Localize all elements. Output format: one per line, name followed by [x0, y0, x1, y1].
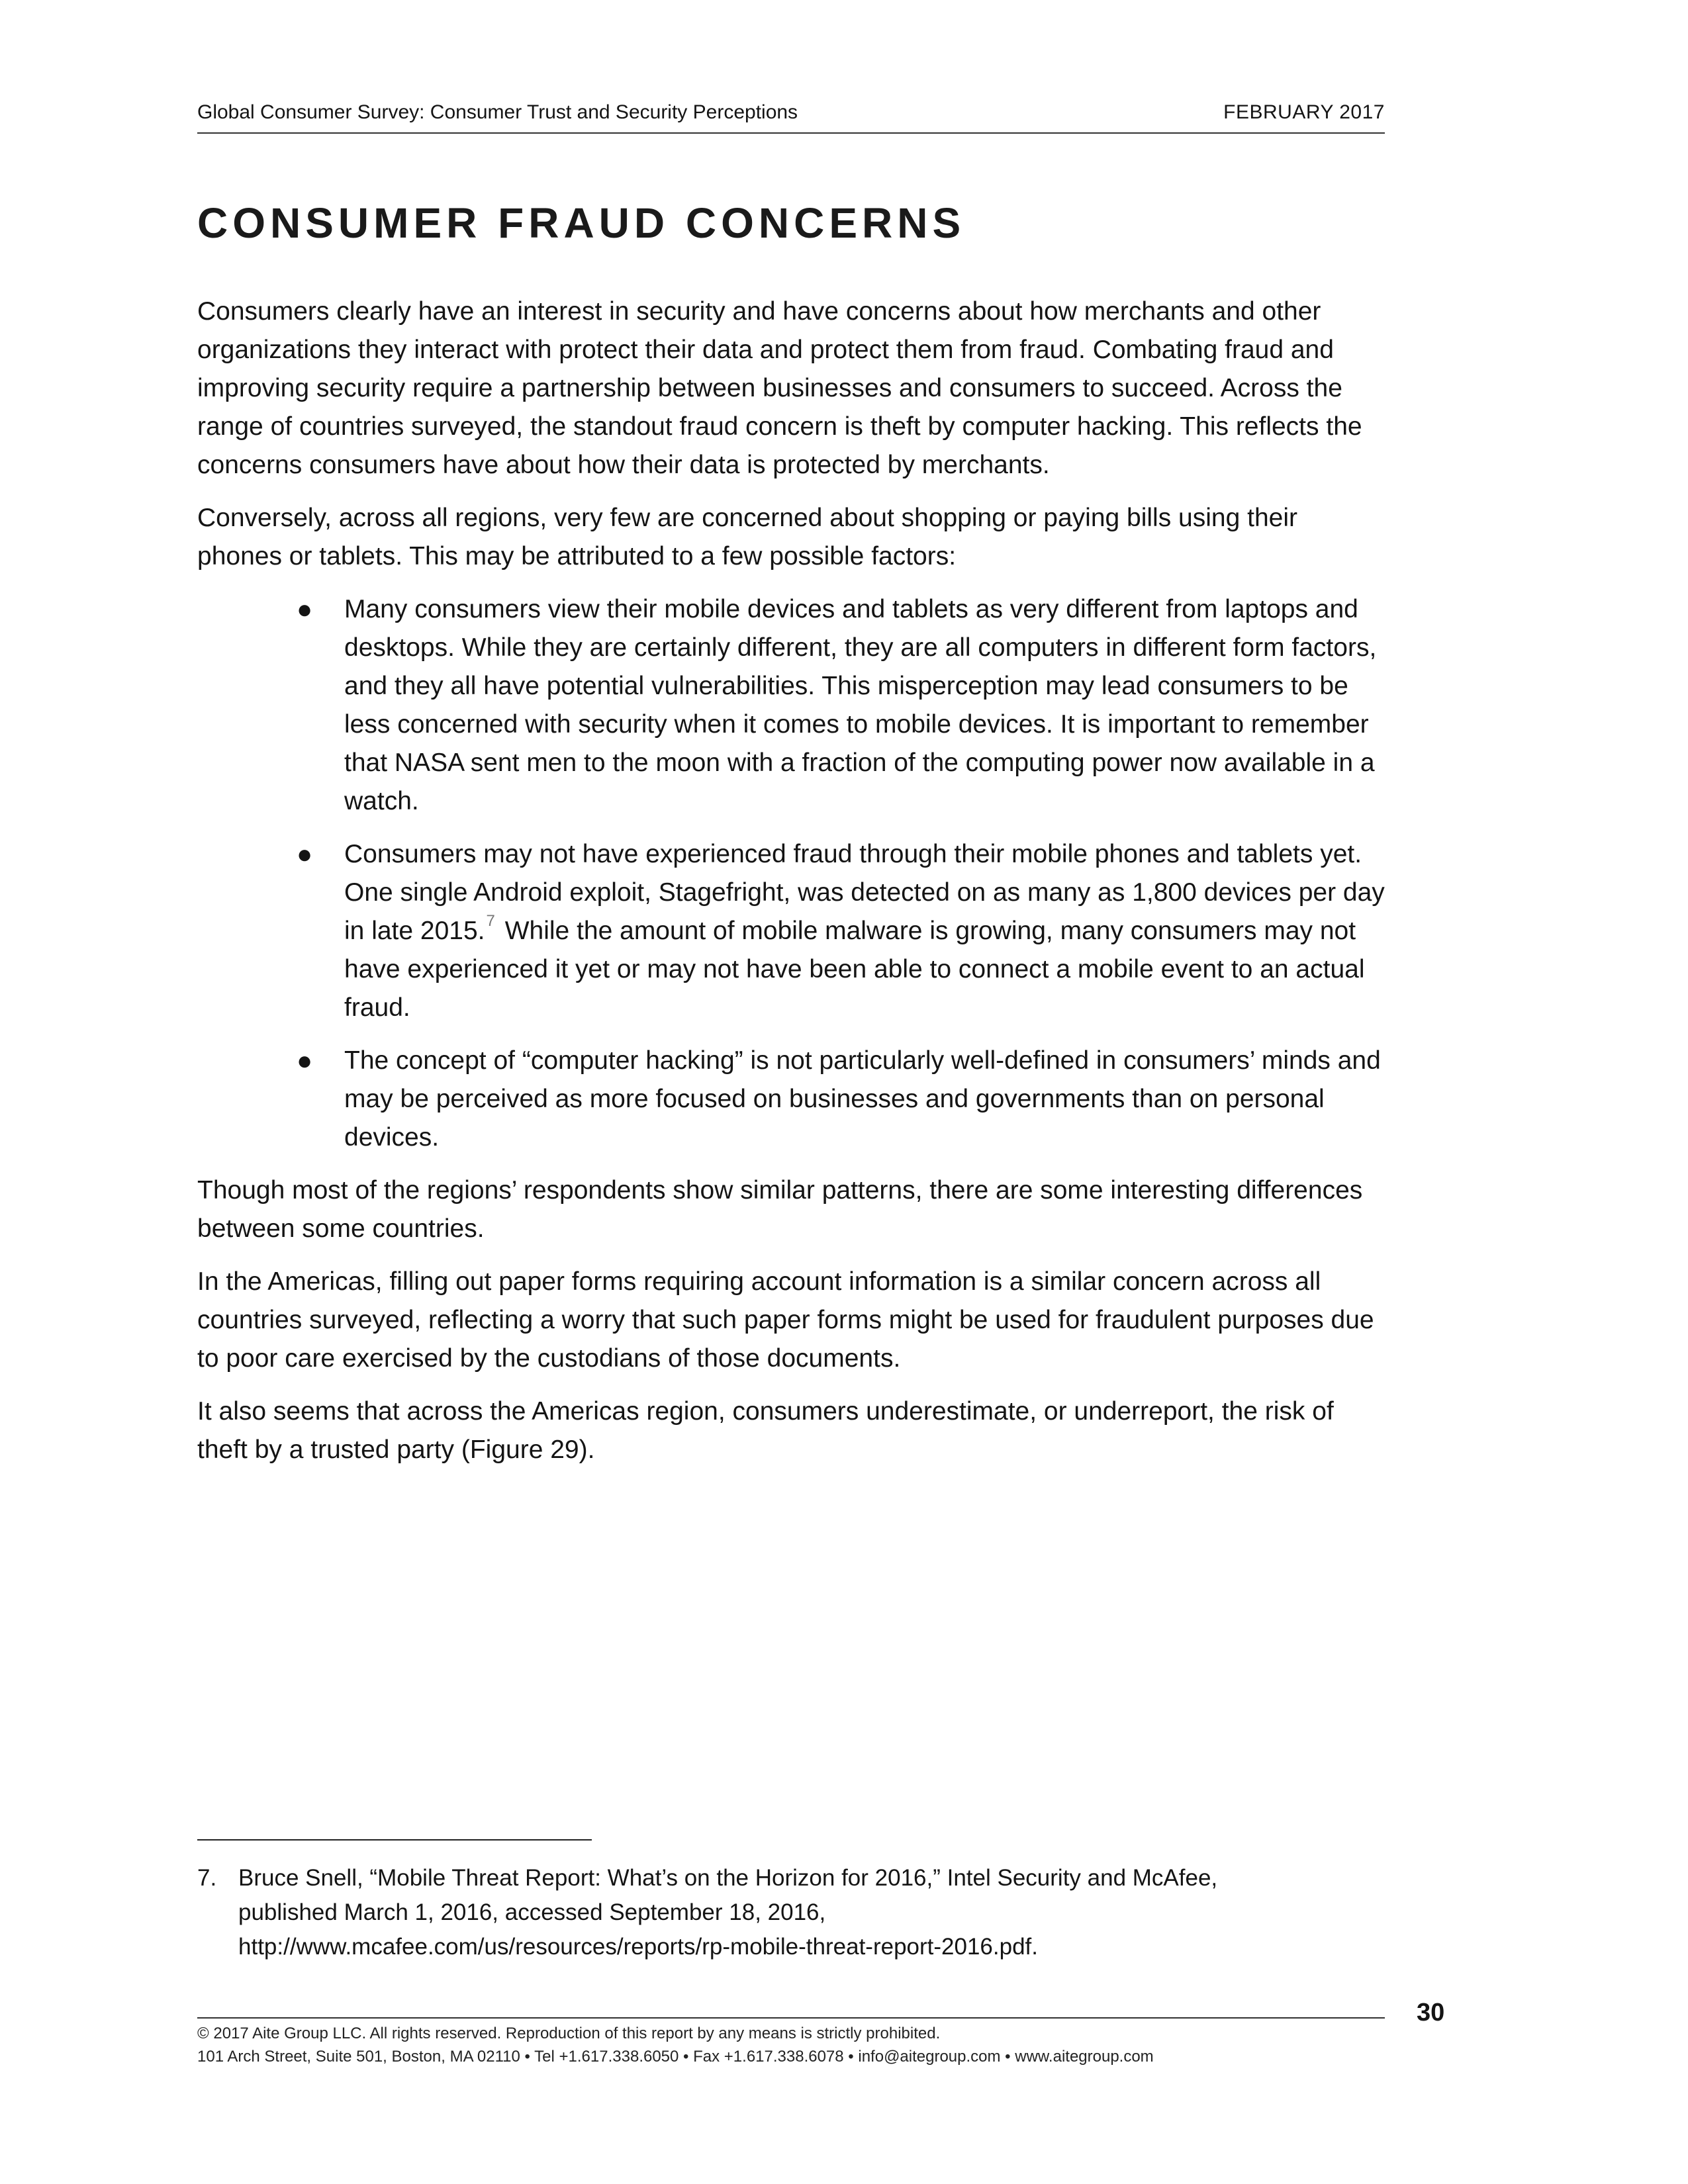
report-date: FEBRUARY 2017: [1223, 101, 1385, 123]
running-header: [197, 98, 1385, 134]
footnote-divider: [197, 1839, 592, 1841]
list-item: [197, 1042, 1389, 1157]
page-number: 30: [1417, 1999, 1445, 2026]
paragraph: It also seems that across the Americas region, consumers underestimate, or underreport, the risk of theft by a trusted party (Figure 29).: [197, 1397, 1334, 1464]
paragraph: Consumers clearly have an interest in security and have concerns about how merchants and other organizations they interact with protect their data and protect them from fraud. Combating fraud and improving security require a partnership between businesses and consumers to succeed. Across the range of countries surveyed, the standout fraud concern is theft by computer hacking. This reflects the concerns consumers have about how their data is protected by merchants.: [197, 297, 1362, 479]
section-title: CONSUMER FRAUD CONCERNS: [197, 199, 966, 247]
list-item-text: The concept of “computer hacking” is not particularly well-defined in consumers’ minds and may be perceived as more focused on businesses and governments than on personal devices.: [344, 1046, 1381, 1152]
list-item: [197, 835, 1389, 1027]
contact-info: 101 Arch Street, Suite 501, Boston, MA 02110 • Tel +1.617.338.6050 • Fax +1.617.338.6078 • info@aitegroup.com • www.aitegroup.com: [197, 2048, 1154, 2066]
footnote-ref[interactable]: 7: [486, 912, 495, 930]
list-item: [197, 590, 1389, 821]
copyright-notice: © 2017 Aite Group LLC. All rights reserved. Reproduction of this report by any means is strictly prohibited.: [197, 2025, 941, 2042]
bullet-icon: ●: [297, 840, 313, 869]
paragraph: In the Americas, filling out paper forms requiring account information is a similar concern across all countries surveyed, reflecting a worry that such paper forms might be used for fraudulent purposes due to poor care exercised by the custodians of those documents.: [197, 1267, 1374, 1373]
list-item-text: Many consumers view their mobile devices and tablets as very different from laptops and desktops. While they are certainly different, they are all computers in different form factors, and they all have potential vulnerabilities. This misperception may lead consumers to be less concerned with security when it comes to mobile devices. It is important to remember that NASA sent men to the moon with a fraction of the computing power now available in a watch.: [344, 595, 1377, 815]
paragraph: Though most of the regions’ respondents show similar patterns, there are some interesting differences between some countries.: [197, 1176, 1363, 1243]
paragraph: Conversely, across all regions, very few are concerned about shopping or paying bills using their phones or tablets. This may be attributed to a few possible factors:: [197, 504, 1297, 570]
footnote-line: published March 1, 2016, accessed September 18, 2016,: [238, 1899, 826, 1925]
bullet-icon: ●: [297, 1046, 313, 1075]
footnote-number: 7.: [197, 1865, 217, 1891]
footer-divider: [197, 2017, 1385, 2019]
body-text: [197, 293, 1389, 1484]
footnote: [197, 1861, 1362, 1964]
report-title: Global Consumer Survey: Consumer Trust and Security Perceptions: [197, 101, 798, 123]
footnote-url[interactable]: http://www.mcafee.com/us/resources/reports/rp-mobile-threat-report-2016.pdf.: [238, 1934, 1038, 1960]
factor-list: [197, 590, 1389, 1157]
footnote-line: Bruce Snell, “Mobile Threat Report: What’s on the Horizon for 2016,” Intel Security and McAfee,: [238, 1865, 1218, 1891]
bullet-icon: ●: [297, 595, 313, 624]
list-item-text: Consumers may not have experienced fraud through their mobile phones and tablets yet. One single Android exploit, Stagefright, was detected on as many as 1,800 devices per day in late 2015.: [344, 840, 1385, 945]
list-item-text: While the amount of mobile malware is growing, many consumers may not have experienced it yet or may not have been able to connect a mobile event to an actual fraud.: [344, 917, 1365, 1022]
